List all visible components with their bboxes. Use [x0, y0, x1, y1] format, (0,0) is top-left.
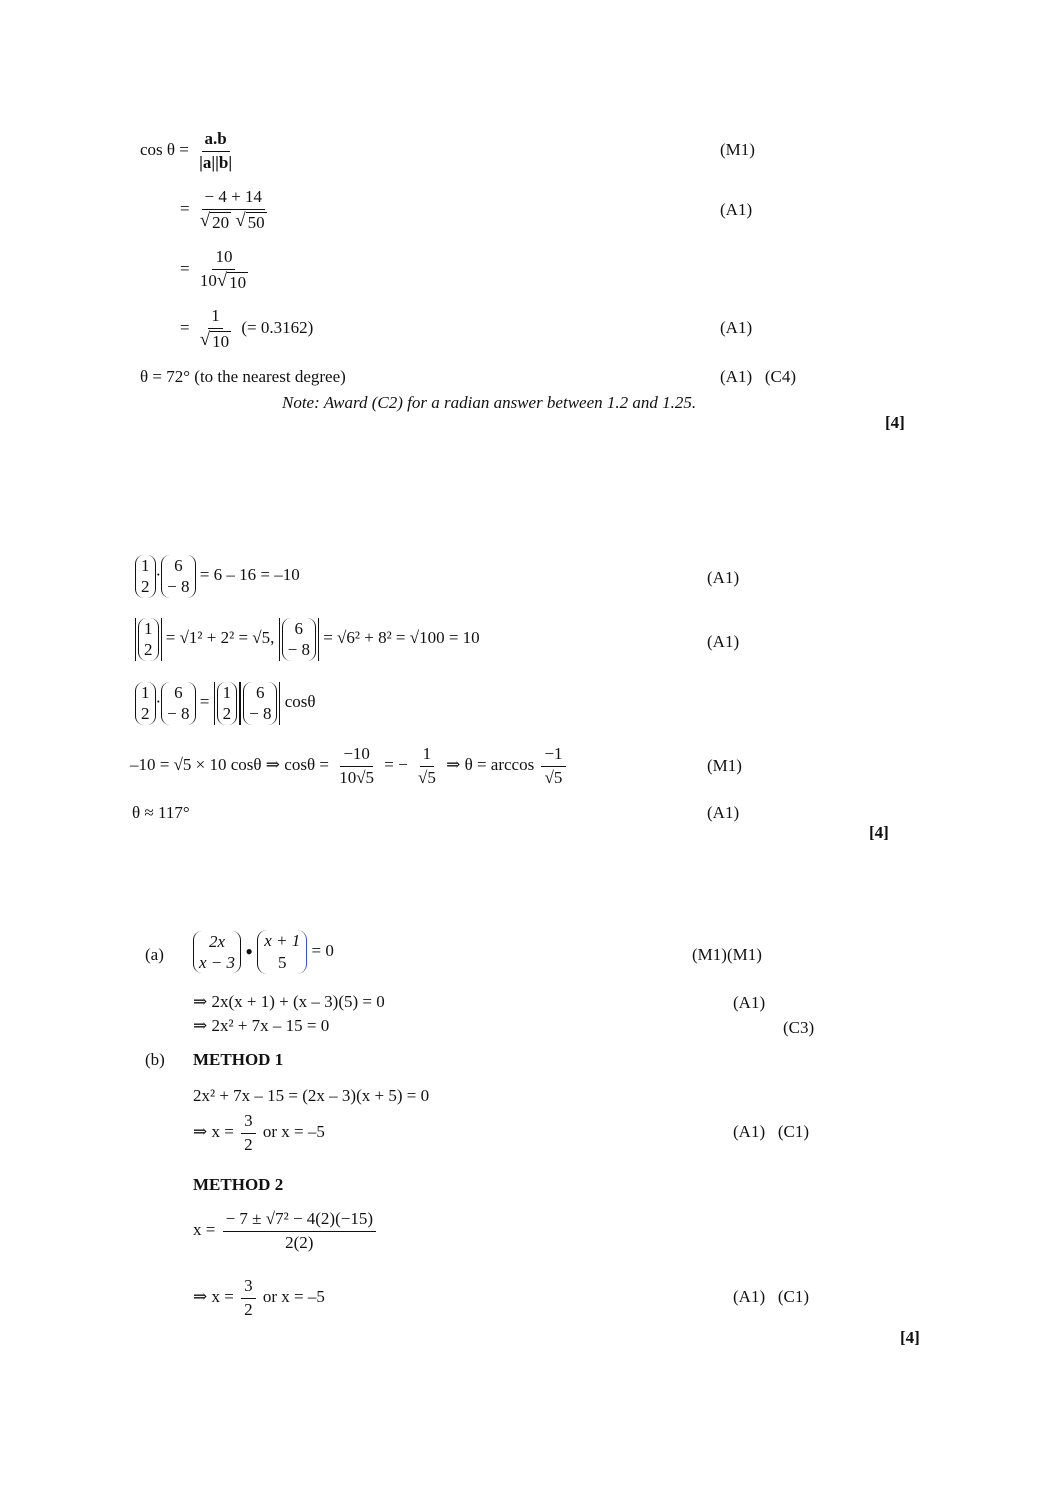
q1-total: [4]	[885, 413, 905, 432]
q2-l2-mark: (A1)	[707, 632, 740, 651]
q1-l1-num: a.b	[202, 130, 230, 152]
q3-a-label: (a)	[145, 945, 164, 964]
q3-a-line2: ⇒ 2x(x + 1) + (x – 3)(5) = 0	[193, 992, 385, 1011]
q1-l2-mark: (A1)	[720, 200, 753, 219]
q1-l1-den: |a||b|	[199, 152, 233, 172]
q1-l4-tail: (= 0.3162)	[241, 318, 314, 338]
q1-l2-den-a: 20	[212, 212, 230, 232]
q2-l1-mark: (A1)	[707, 568, 740, 587]
q1-l3-num: 10	[212, 248, 235, 270]
q3-method2-heading: METHOD 2	[193, 1175, 284, 1194]
q2-total: [4]	[869, 823, 889, 842]
q2-l5-mark: (A1)	[707, 803, 740, 822]
q2-l2-mid: = √1² + 2² = √5,	[165, 628, 275, 648]
q1-line2: = − 4 + 14 √ 20 √ 50	[180, 187, 265, 232]
q3-a-mark2: (A1)	[733, 993, 766, 1012]
q2-l5-text: θ ≈ 117°	[132, 803, 190, 822]
q2-l1-tail: = 6 – 16 = –10	[199, 565, 300, 585]
q3-total: [4]	[900, 1328, 920, 1347]
q1-l2-den-b: 50	[247, 212, 265, 232]
q3-m2-line2: ⇒ x = $\frac{3}{2}$ or x = –5	[193, 1276, 325, 1319]
q3-m2-line1: x = $\frac{\text{− 7 ± √7² − 4(2)(−15)}}{2(2)}$	[193, 1210, 379, 1252]
q3-a-mark3: (C3)	[783, 1018, 815, 1037]
q1-l2-num: − 4 + 14	[202, 188, 265, 210]
q3-a-line1: 2x x − 3 • x + 1 5 = 0	[193, 930, 334, 974]
q2-line3: 1 2 · 6 − 8 = 1 2 6 − 8 cosθ	[135, 682, 316, 725]
q1-l1-lhs: cos θ =	[140, 140, 189, 160]
q2-line4: –10 = √5 × 10 cosθ ⇒ cosθ = $\frac{-10}{10√5}$ = − $\frac{1}{√5}$ ⇒ θ = arccos $\frac{-1}{√5}$	[130, 745, 569, 787]
q2-l4-mark: (M1)	[707, 756, 742, 775]
q1-l1-mark: (M1)	[720, 140, 755, 159]
q2-l3-tail: cosθ	[284, 692, 316, 712]
q2-line1: 1 2 · 6 − 8 = 6 – 16 = –10	[135, 555, 300, 598]
q2-l4-text: –10 = √5 × 10 cosθ ⇒ cosθ =	[130, 755, 329, 775]
q2-l2-tail: = √6² + 8² = √100 = 10	[323, 628, 480, 648]
q3-a-eq: = 0	[311, 941, 334, 960]
q3-b-label: (b)	[145, 1050, 165, 1069]
q1-l3-den-b: 10	[229, 272, 247, 292]
q3-m1-line1: 2x² + 7x – 15 = (2x – 3)(x + 5) = 0	[193, 1086, 430, 1105]
q1-l4-den: 10	[212, 331, 230, 351]
q1-line4: = 1 √ 10 (= 0.3162)	[180, 306, 314, 351]
q1-l1-frac	[196, 130, 235, 172]
q3-a-line3: ⇒ 2x² + 7x – 15 = 0	[193, 1016, 330, 1035]
q3-a-mark1: (M1)(M1)	[692, 945, 762, 964]
q1-l3-den-a: 10	[199, 270, 217, 290]
q1-l4-mark: (A1)	[720, 318, 753, 337]
q1-line1	[140, 130, 238, 172]
q3-m1-line2: ⇒ x = $\frac{3}{2}$ or x = –5	[193, 1111, 325, 1154]
q3-m2-mark: (A1) (C1)	[733, 1287, 810, 1306]
q2-line2: 1 2 = √1² + 2² = √5, 6 − 8 = √6² + 8² = √100 = 10	[135, 618, 480, 661]
q3-m1-mark: (A1) (C1)	[733, 1122, 810, 1141]
q1-l5-text: θ = 72° (to the nearest degree)	[140, 367, 346, 386]
q3-method1-heading: METHOD 1	[193, 1050, 284, 1069]
q1-note: Note: Award (C2) for a radian answer between 1.2 and 1.25.	[282, 393, 697, 412]
q1-l5-mark: (A1) (C4)	[720, 367, 797, 386]
q1-l4-num: 1	[208, 307, 223, 329]
q1-line3: = 10 10 √ 10	[180, 247, 247, 292]
